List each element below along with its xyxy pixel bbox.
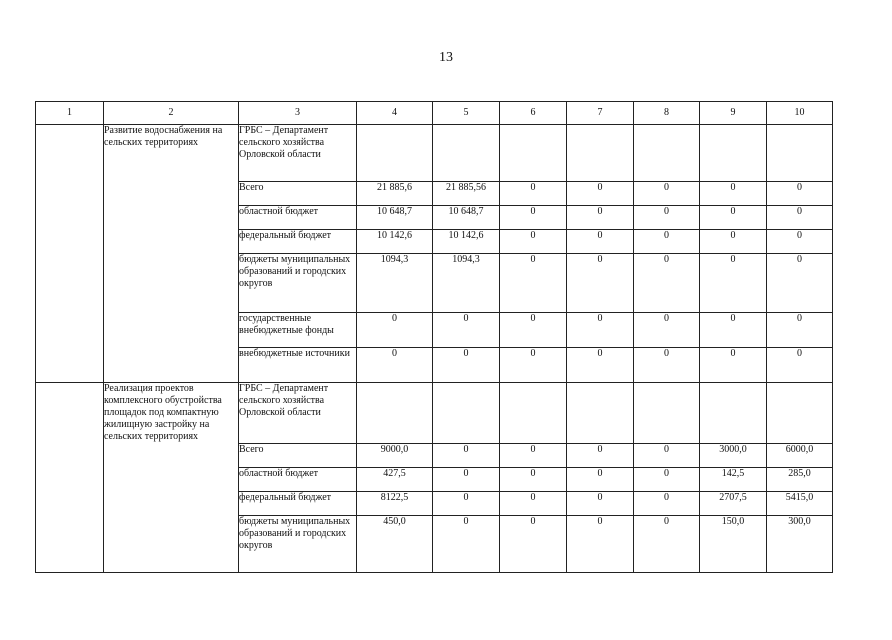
value-cell: 0 (634, 254, 700, 313)
value-cell (500, 383, 567, 444)
row-label-cell: областной бюджет (239, 206, 357, 230)
value-cell: 0 (500, 230, 567, 254)
row-label-cell: ГРБС – Департамент сельского хозяйства Орловской области (239, 125, 357, 182)
value-cell: 0 (500, 254, 567, 313)
value-cell: 5415,0 (767, 492, 833, 516)
value-cell (567, 125, 634, 182)
page-number: 13 (439, 50, 453, 65)
value-cell: 10 648,7 (357, 206, 433, 230)
value-cell: 0 (567, 348, 634, 383)
value-cell: 3000,0 (700, 444, 767, 468)
value-cell: 0 (767, 254, 833, 313)
value-cell: 0 (567, 516, 634, 573)
row-label-cell: ГРБС – Департамент сельского хозяйства Орловской области (239, 383, 357, 444)
value-cell: 0 (567, 492, 634, 516)
value-cell: 0 (567, 468, 634, 492)
value-cell: 0 (433, 468, 500, 492)
value-cell (767, 383, 833, 444)
value-cell: 0 (567, 444, 634, 468)
value-cell: 0 (500, 516, 567, 573)
value-cell (700, 125, 767, 182)
value-cell: 0 (634, 492, 700, 516)
row-label-cell: внебюджетные источники (239, 348, 357, 383)
value-cell: 0 (357, 348, 433, 383)
value-cell: 0 (634, 516, 700, 573)
value-cell: 0 (567, 182, 634, 206)
section-index-cell (36, 125, 104, 383)
value-cell: 0 (357, 313, 433, 348)
column-number: 7 (567, 102, 634, 125)
value-cell: 0 (433, 444, 500, 468)
row-label-cell: Всего (239, 182, 357, 206)
value-cell (634, 383, 700, 444)
column-number: 2 (104, 102, 239, 125)
value-cell: 0 (700, 206, 767, 230)
value-cell (634, 125, 700, 182)
value-cell (433, 383, 500, 444)
value-cell (700, 383, 767, 444)
value-cell: 0 (634, 182, 700, 206)
value-cell: 0 (500, 348, 567, 383)
value-cell: 150,0 (700, 516, 767, 573)
value-cell: 0 (700, 230, 767, 254)
row-label-cell: Всего (239, 444, 357, 468)
value-cell: 10 142,6 (357, 230, 433, 254)
value-cell: 0 (500, 468, 567, 492)
value-cell: 0 (567, 254, 634, 313)
value-cell: 0 (433, 492, 500, 516)
value-cell: 0 (634, 348, 700, 383)
value-cell: 0 (634, 468, 700, 492)
value-cell: 0 (767, 313, 833, 348)
value-cell: 427,5 (357, 468, 433, 492)
row-label-cell: бюджеты муниципальных образований и городских округов (239, 254, 357, 313)
value-cell: 0 (500, 313, 567, 348)
value-cell: 21 885,6 (357, 182, 433, 206)
value-cell (567, 383, 634, 444)
value-cell: 0 (700, 348, 767, 383)
value-cell: 21 885,56 (433, 182, 500, 206)
value-cell: 0 (500, 492, 567, 516)
table-row (36, 125, 833, 182)
value-cell: 0 (767, 230, 833, 254)
value-cell: 0 (433, 516, 500, 573)
column-number: 3 (239, 102, 357, 125)
row-label-cell: федеральный бюджет (239, 230, 357, 254)
value-cell: 10 648,7 (433, 206, 500, 230)
row-label-cell: государственные внебюджетные фонды (239, 313, 357, 348)
value-cell (433, 125, 500, 182)
value-cell: 300,0 (767, 516, 833, 573)
row-label-cell: федеральный бюджет (239, 492, 357, 516)
section-index-cell (36, 383, 104, 573)
value-cell: 0 (700, 182, 767, 206)
row-label-cell: бюджеты муниципальных образований и городских округов (239, 516, 357, 573)
value-cell: 142,5 (700, 468, 767, 492)
column-number: 4 (357, 102, 433, 125)
value-cell: 0 (767, 348, 833, 383)
column-number: 5 (433, 102, 500, 125)
value-cell (357, 383, 433, 444)
value-cell: 6000,0 (767, 444, 833, 468)
value-cell: 0 (634, 444, 700, 468)
column-number: 1 (36, 102, 104, 125)
value-cell: 0 (433, 348, 500, 383)
value-cell: 0 (433, 313, 500, 348)
value-cell: 0 (767, 182, 833, 206)
value-cell: 285,0 (767, 468, 833, 492)
value-cell: 0 (567, 206, 634, 230)
value-cell (357, 125, 433, 182)
value-cell (767, 125, 833, 182)
value-cell: 0 (500, 182, 567, 206)
column-number: 6 (500, 102, 567, 125)
value-cell: 0 (700, 254, 767, 313)
column-number-row (36, 102, 833, 125)
value-cell: 0 (767, 206, 833, 230)
value-cell: 0 (634, 313, 700, 348)
value-cell: 0 (567, 230, 634, 254)
value-cell: 2707,5 (700, 492, 767, 516)
measure-name-cell: Реализация проектов комплексного обустройства площадок под компактную жилищную застройку на сельских территориях (104, 383, 239, 573)
value-cell: 8122,5 (357, 492, 433, 516)
column-number: 10 (767, 102, 833, 125)
row-label-cell: областной бюджет (239, 468, 357, 492)
budget-table (35, 101, 833, 573)
value-cell: 0 (634, 230, 700, 254)
value-cell: 1094,3 (433, 254, 500, 313)
value-cell: 10 142,6 (433, 230, 500, 254)
value-cell (500, 125, 567, 182)
value-cell: 0 (500, 206, 567, 230)
column-number: 9 (700, 102, 767, 125)
value-cell: 9000,0 (357, 444, 433, 468)
table-row (36, 383, 833, 444)
value-cell: 0 (567, 313, 634, 348)
column-number: 8 (634, 102, 700, 125)
measure-name-cell: Развитие водоснабжения на сельских территориях (104, 125, 239, 383)
value-cell: 0 (700, 313, 767, 348)
value-cell: 450,0 (357, 516, 433, 573)
value-cell: 0 (500, 444, 567, 468)
value-cell: 0 (634, 206, 700, 230)
value-cell: 1094,3 (357, 254, 433, 313)
